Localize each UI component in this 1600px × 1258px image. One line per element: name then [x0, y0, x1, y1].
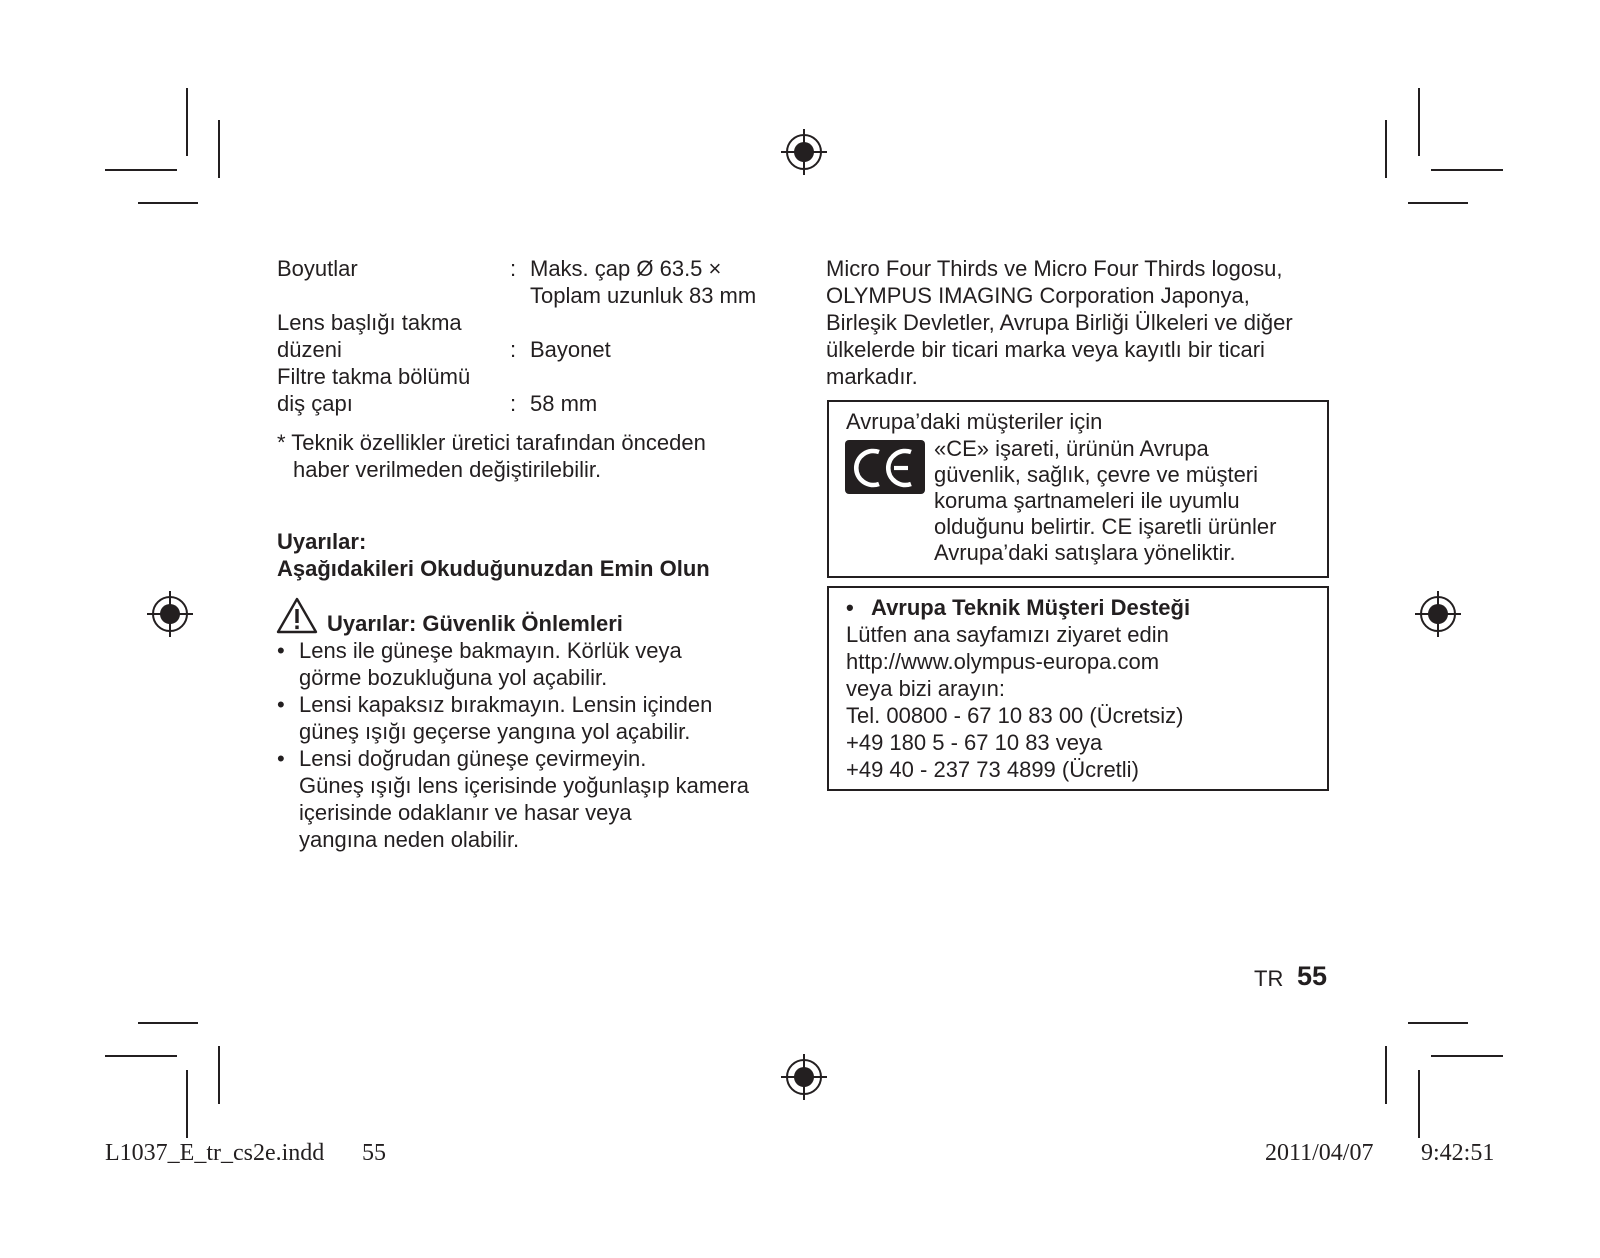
- spec-colon: :: [510, 337, 517, 362]
- list-item-line: görme bozukluğuna yol açabilir.: [299, 665, 608, 690]
- bullet: •: [277, 692, 285, 717]
- spec-note-line: haber verilmeden değiştirilebilir.: [293, 457, 602, 482]
- slug-filename: L1037_E_tr_cs2e.indd: [105, 1140, 325, 1166]
- list-item-line: güneş ışığı geçerse yangına yol açabilir.: [299, 719, 691, 744]
- registration-mark-left-icon: [147, 591, 193, 637]
- support-phone: +49 40 - 237 73 4899 (Ücretli): [846, 757, 1139, 782]
- ce-box-line: olduğunu belirtir. CE işaretli ürünler: [934, 514, 1277, 539]
- ce-box-line: «CE» işareti, ürünün Avrupa: [934, 436, 1209, 461]
- crop-mark: [1408, 1022, 1468, 1024]
- list-item-line: içerisinde odaklanır ve hasar veya: [299, 800, 632, 825]
- page-number: 55: [1297, 961, 1328, 991]
- ce-notice-box: [827, 400, 1329, 578]
- crop-mark: [1385, 1046, 1387, 1104]
- spec-value: Bayonet: [530, 337, 611, 362]
- trademark-line: Micro Four Thirds ve Micro Four Thirds logosu,: [826, 256, 1283, 281]
- support-phone: Tel. 00800 - 67 10 83 00 (Ücretsiz): [846, 703, 1184, 728]
- spec-value: Maks. çap Ø 63.5 ×: [530, 256, 722, 281]
- registration-mark-right-icon: [1415, 591, 1461, 637]
- registration-mark-bottom-icon: [781, 1054, 827, 1100]
- safety-title: Uyarılar: Güvenlik Önlemleri: [327, 611, 623, 636]
- spec-label: düzeni: [277, 337, 342, 362]
- ce-box-line: Avrupa’daki satışlara yöneliktir.: [934, 540, 1236, 565]
- ce-box-line: güvenlik, sağlık, çevre ve müşteri: [934, 462, 1259, 487]
- list-item-line: Lensi kapaksız bırakmayın. Lensin içinden: [299, 692, 713, 717]
- crop-mark: [1408, 202, 1468, 204]
- ce-mark-icon: [845, 440, 925, 494]
- spec-colon: :: [510, 391, 517, 416]
- bullet: •: [277, 746, 285, 771]
- ce-box-line: koruma şartnameleri ile uyumlu: [934, 488, 1240, 513]
- list-item-line: Lensi doğrudan güneşe çevirmeyin.: [299, 746, 647, 771]
- spec-label: Lens başlığı takma: [277, 310, 462, 335]
- warnings-heading: Uyarılar:: [277, 529, 367, 554]
- spec-colon: :: [510, 256, 517, 281]
- list-item-line: Güneş ışığı lens içerisinde yoğunlaşıp kamera: [299, 773, 750, 798]
- trademark-line: markadır.: [826, 364, 918, 389]
- spec-label: Boyutlar: [277, 256, 358, 281]
- warnings-subheading: Aşağıdakileri Okuduğunuzdan Emin Olun: [277, 556, 710, 581]
- crop-mark: [186, 88, 188, 156]
- slug-time: 9:42:51: [1421, 1140, 1495, 1166]
- list-item-line: Lens ile güneşe bakmayın. Körlük veya: [299, 638, 682, 663]
- crop-mark: [1431, 169, 1503, 171]
- crop-mark: [105, 169, 177, 171]
- page-language: TR: [1254, 966, 1284, 991]
- support-title: Avrupa Teknik Müşteri Desteği: [871, 595, 1191, 620]
- crop-mark: [138, 1022, 198, 1024]
- registration-mark-top-icon: [781, 129, 827, 175]
- crop-mark: [218, 1046, 220, 1104]
- list-item-line: yangına neden olabilir.: [299, 827, 520, 852]
- support-bullet: •: [846, 595, 854, 620]
- spec-label: diş çapı: [277, 391, 353, 416]
- trademark-line: OLYMPUS IMAGING Corporation Japonya,: [826, 283, 1250, 308]
- support-box: [827, 586, 1329, 791]
- crop-mark: [218, 120, 220, 178]
- spec-value: Toplam uzunluk 83 mm: [530, 283, 757, 308]
- warning-triangle-icon: [276, 597, 318, 639]
- trademark-line: Birleşik Devletler, Avrupa Birliği Ülkeleri ve diğer: [826, 310, 1293, 335]
- crop-mark: [1418, 1070, 1420, 1138]
- spec-label: Filtre takma bölümü: [277, 364, 471, 389]
- support-line: veya bizi arayın:: [846, 676, 1005, 701]
- spec-value: 58 mm: [530, 391, 598, 416]
- bullet: •: [277, 638, 285, 663]
- crop-mark: [1431, 1055, 1503, 1057]
- slug-date: 2011/04/07: [1265, 1140, 1374, 1166]
- ce-box-title: Avrupa’daki müşteriler için: [846, 409, 1103, 434]
- support-line: Lütfen ana sayfamızı ziyaret edin: [846, 622, 1169, 647]
- crop-mark: [138, 202, 198, 204]
- slug-page: 55: [362, 1140, 386, 1166]
- crop-mark: [105, 1055, 177, 1057]
- crop-mark: [186, 1070, 188, 1138]
- support-phone: +49 180 5 - 67 10 83 veya: [846, 730, 1103, 755]
- ce-logo: [845, 440, 925, 494]
- support-url-link[interactable]: http://www.olympus-europa.com: [846, 649, 1160, 674]
- spec-note-line: * Teknik özellikler üretici tarafından önceden: [277, 430, 706, 455]
- crop-mark: [1385, 120, 1387, 178]
- trademark-line: ülkelerde bir ticari marka veya kayıtlı bir ticari: [826, 337, 1265, 362]
- crop-mark: [1418, 88, 1420, 156]
